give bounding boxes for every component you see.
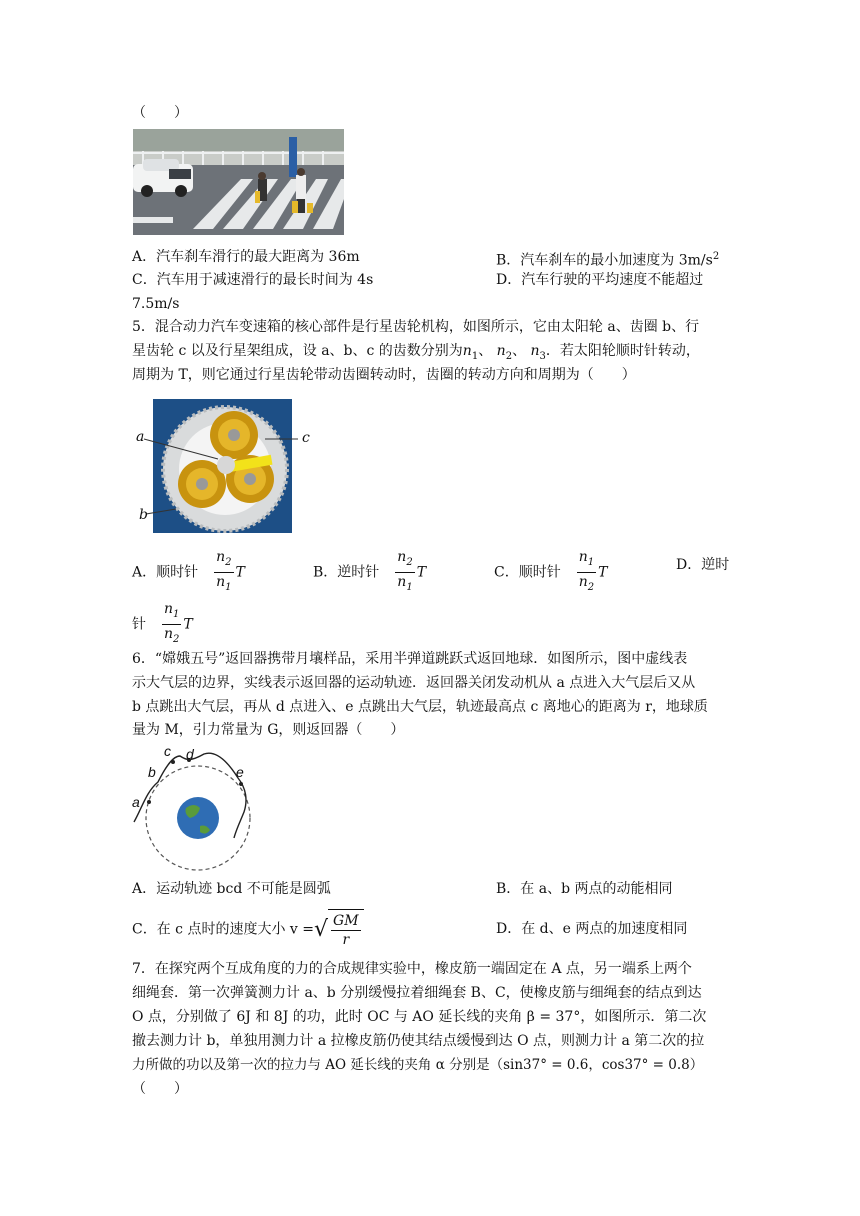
reentry-trajectory-figure	[128, 742, 258, 874]
q6-option-d: D．在 d、e 两点的加速度相同	[496, 921, 688, 937]
q6-option-a: A．运动轨迹 bcd 不可能是圆弧	[132, 881, 331, 897]
orbit-label-b: b	[148, 764, 156, 780]
q5-line1: 5．混合动力汽车变速箱的核心部件是行星齿轮机构，如图所示，它由太阳轮 a、齿圈 b、行	[132, 319, 700, 335]
q7-line6: （ ）	[132, 1081, 188, 1097]
q5-line2-a: 星齿轮 c 以及行星架组成，设 a、b、c 的齿数分别为	[132, 343, 463, 359]
q4-option-b	[496, 247, 719, 271]
orbit-label-c: c	[164, 743, 171, 759]
q5-line2-b: ．若太阳轮顺时针转动，	[545, 343, 700, 359]
q4-option-a: A．汽车刹车滑行的最大距离为 36m	[132, 249, 360, 265]
gear-label-c: c	[302, 430, 310, 446]
q4-option-c: C．汽车用于减速滑行的最长时间为 4s	[132, 272, 374, 288]
q5-option-c: C．顺时针 $\frac{n_1}{n_2}$ T	[494, 549, 608, 593]
q7-line1: 7．在探究两个互成角度的力的合成规律实验中，橡皮筋一端固定在 A 点，另一端系上两个	[132, 961, 692, 977]
q5-option-d-cont-label: 针	[132, 616, 146, 633]
q6-option-b: B．在 a、b 两点的动能相同	[496, 881, 673, 897]
q7-line4: 撤去测力计 b，单独用测力计 a 拉橡皮筋仍使其结点缓慢到达 O 点，则测力计 a 第二次的拉	[132, 1033, 705, 1049]
orbit-label-e: e	[236, 764, 244, 780]
q7-line2: 细绳套．第一次弹簧测力计 a、b 分别缓慢拉着细绳套 B、C，使橡皮筋与细绳套的结点到达	[132, 985, 702, 1001]
q7-line3: O 点，分别做了 6J 和 8J 的功，此时 OC 与 AO 延长线的夹角 β = 37°，如图所示．第二次	[132, 1009, 707, 1025]
q4-option-d: D．汽车行驶的平均速度不能超过	[496, 272, 704, 288]
q6-line1: 6．“嫦娥五号”返回器携带月壤样品，采用半弹道跳跃式返回地球．如图所示，图中虚线表	[132, 651, 688, 667]
q5-option-a: A．顺时针 $\frac{n_2}{n_1}$ T	[132, 549, 245, 593]
q4-option-b-text: B．汽车刹车的最小加速度为 3m/s	[496, 252, 713, 269]
q5-line2: 星齿轮 c 以及行星架组成，设 a、b、c 的齿数分别为$n_1$、 $n_2$、 $n_3$．若太阳轮顺时针转动，	[132, 343, 700, 362]
q6-line4: 量为 M，引力常量为 G，则返回器（ ）	[132, 722, 405, 738]
orbit-label-d: d	[186, 746, 194, 762]
crosswalk-photo	[133, 129, 344, 235]
answer-paren: （ ）	[132, 105, 188, 121]
q6-line3: b 点跳出大气层，再从 d 点进入、e 点跳出大气层，轨迹最高点 c 离地心的距离为 r，地球质	[132, 699, 708, 715]
q4-option-d-cont: 7.5m/s	[132, 296, 180, 312]
gear-label-a: a	[136, 429, 145, 445]
q7-line5: 力所做的功以及第一次的拉力与 AO 延长线的夹角 α 分别是（sin37° = 0.6，cos37° = 0.8）	[132, 1057, 704, 1073]
q5-option-d-cont: 针 $\frac{n_1}{n_2}$ T	[132, 601, 193, 645]
q5-option-b: B．逆时针 $\frac{n_2}{n_1}$ T	[313, 549, 427, 593]
orbit-label-a: a	[132, 794, 140, 810]
q5-option-b-label: B．逆时针	[313, 564, 380, 581]
q5-option-c-label: C．顺时针	[494, 564, 561, 581]
q4-option-b-sup: 2	[712, 251, 720, 262]
planetary-gear-figure	[130, 399, 315, 534]
q6-line2: 示大气层的边界，实线表示返回器的运动轨迹．返回器关闭发动机从 a 点进入大气层后又从	[132, 675, 696, 691]
gear-label-b: b	[139, 507, 148, 523]
q6-option-c-label: C．在 c 点时的速度大小 v =	[132, 921, 314, 938]
q6-option-c: C．在 c 点时的速度大小 v =√ $\frac{GM}{r}$	[132, 909, 364, 950]
q5-option-d: D．逆时	[676, 557, 730, 573]
q5-line3: 周期为 T，则它通过行星齿轮带动齿圈转动时，齿圈的转动方向和周期为（ ）	[132, 367, 636, 383]
q5-option-a-label: A．顺时针	[132, 564, 199, 581]
